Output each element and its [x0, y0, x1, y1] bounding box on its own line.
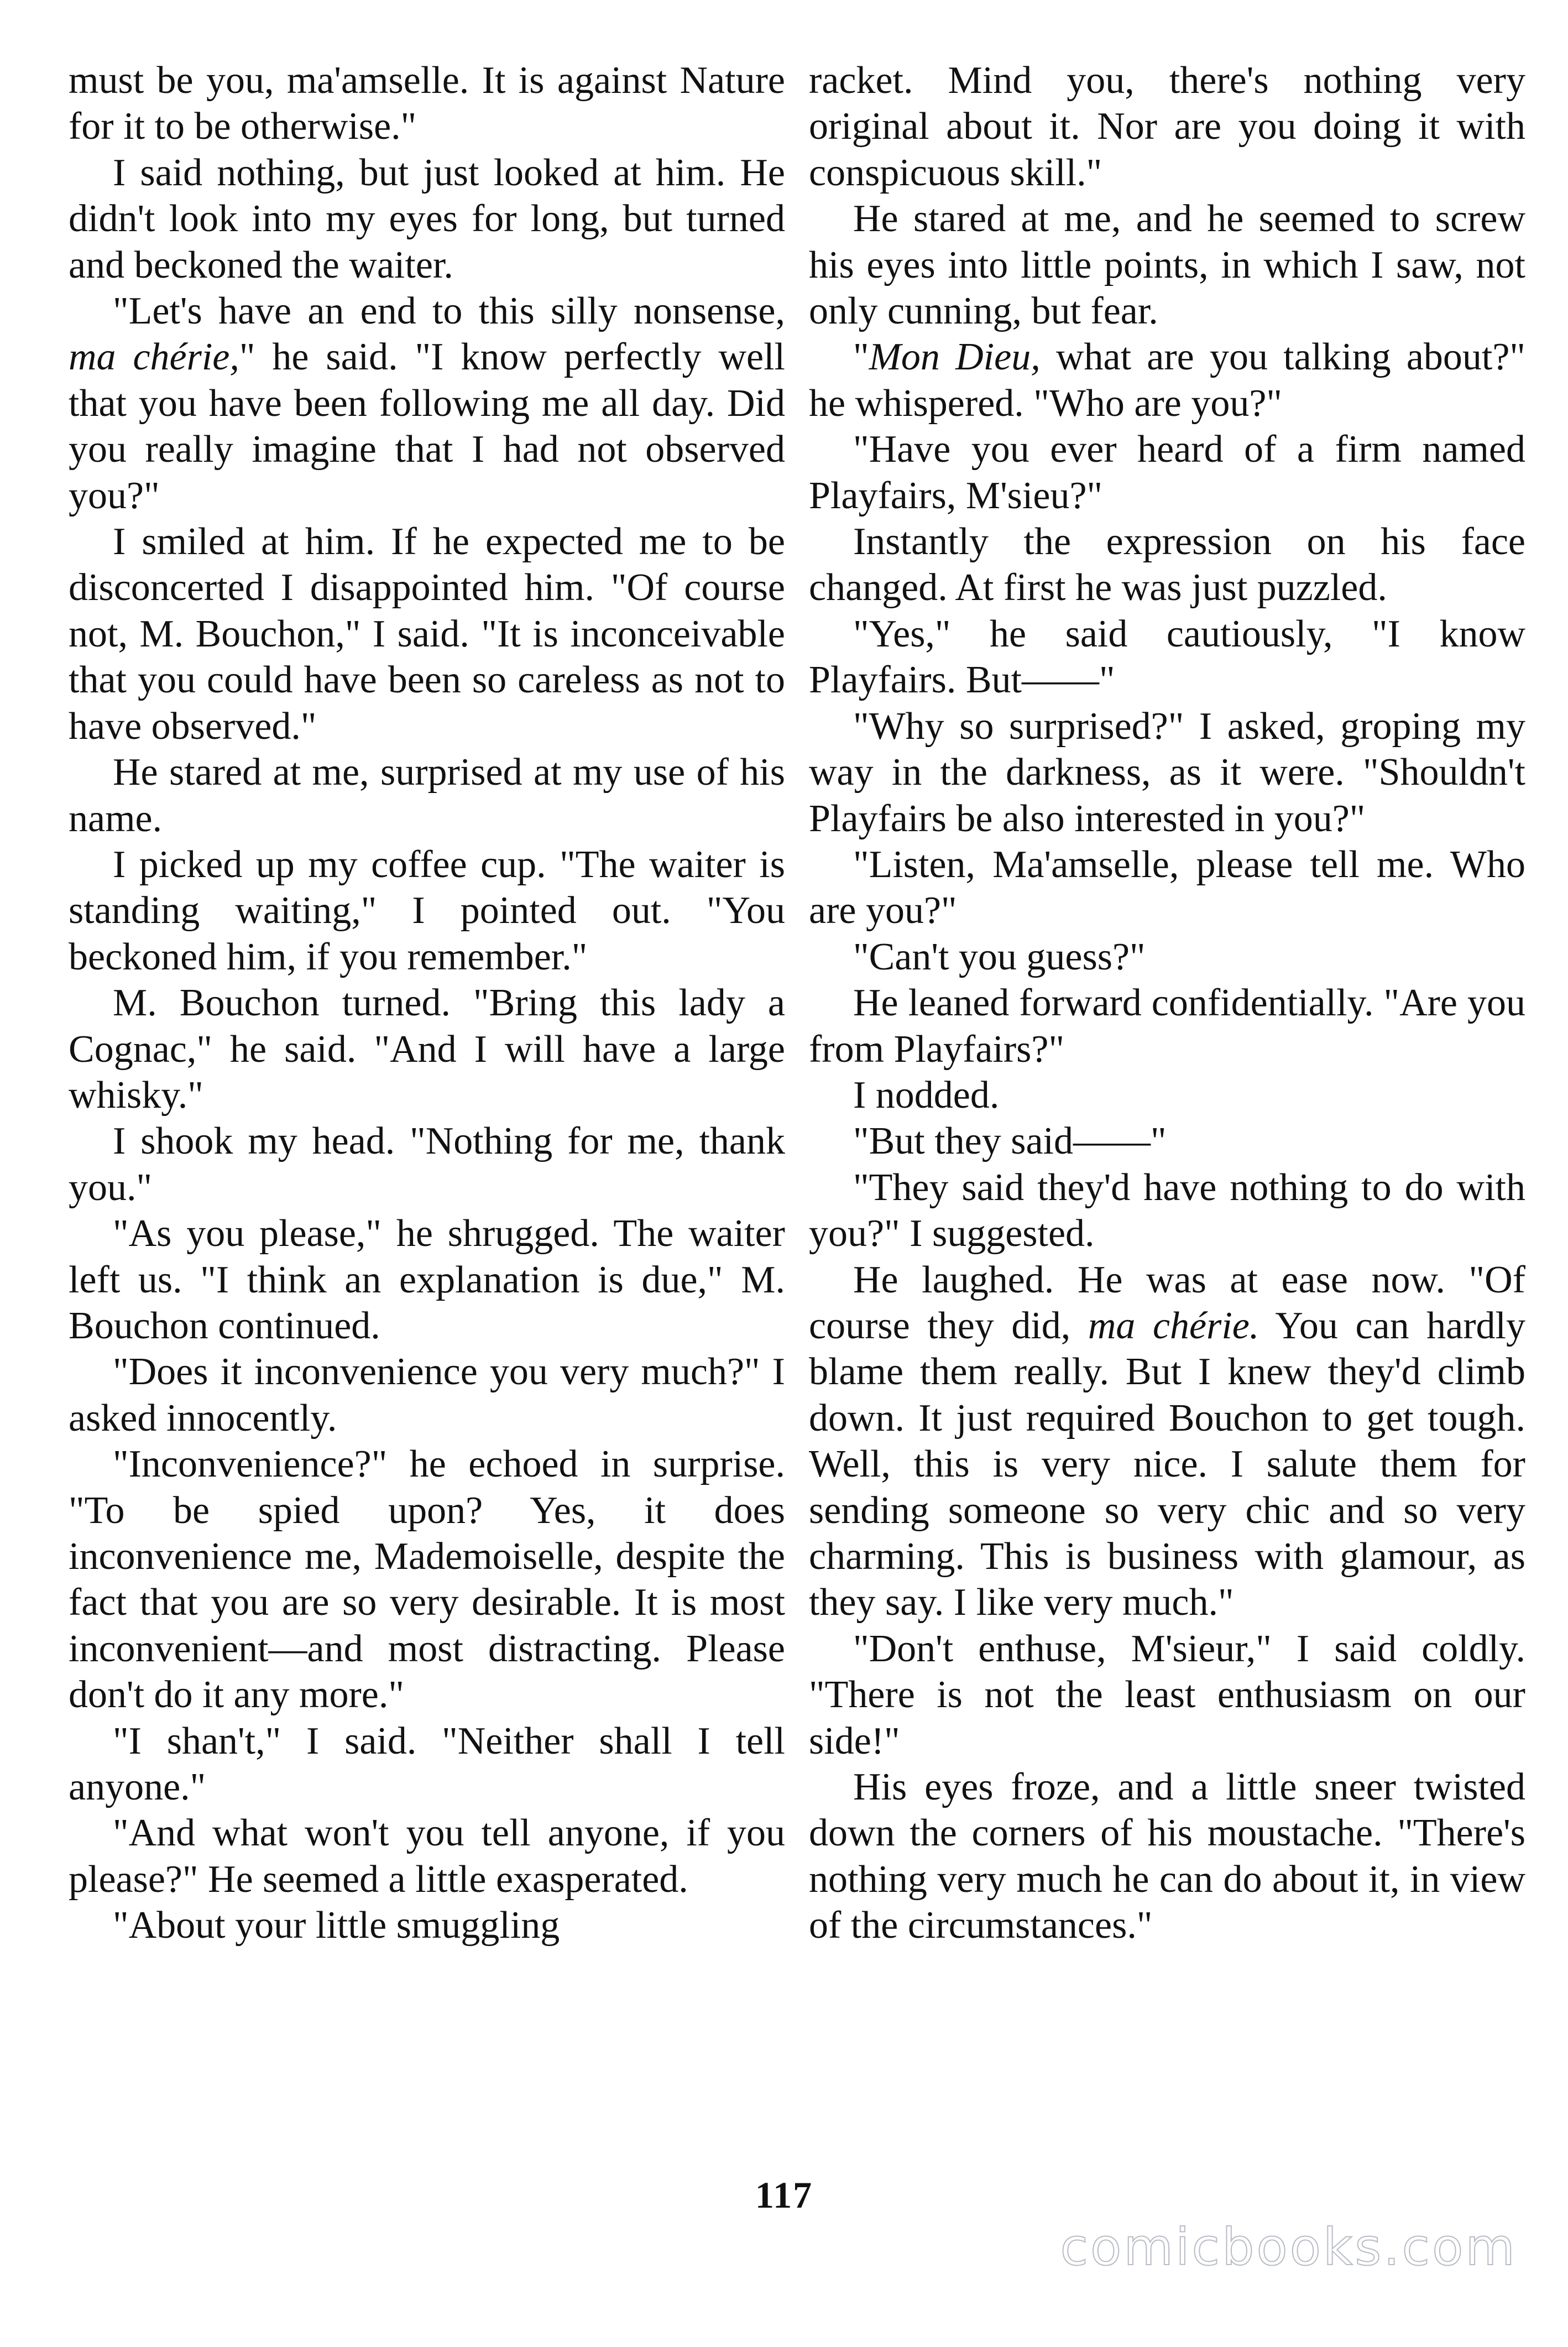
paragraph-continued: racket. Mind you, there's nothing very original about it. Nor are you doing it with conspicuous skill."	[809, 59, 1525, 194]
right-text-column	[809, 58, 1525, 1949]
paragraph	[69, 288, 785, 519]
paragraph: "Can't you guess?"	[853, 935, 1146, 978]
text-run: "	[853, 336, 869, 379]
paragraph: "And what won't you tell anyone, if you please?" He seemed a little exasperated.	[69, 1812, 785, 1901]
left-text-column	[69, 58, 785, 1949]
italic-phrase: ma chérie,	[69, 336, 239, 379]
text-run: You can hardly blame them really. But I knew they'd climb down. It just required Bouchon to get tough. Well, this is very nice. I salute them for sending someone so very chic and so very charming. This is business with glamour, as they say. I like very much."	[809, 1304, 1526, 1624]
paragraph: "Listen, Ma'amselle, please tell me. Who are you?"	[809, 843, 1525, 932]
italic-phrase: ma chérie.	[1088, 1304, 1259, 1347]
paragraph: "Have you ever heard of a firm named Playfairs, M'sieu?"	[809, 428, 1525, 517]
page-number: 117	[755, 2174, 813, 2216]
paragraph	[809, 334, 1525, 426]
paragraph: I picked up my coffee cup. "The waiter is standing waiting," I pointed out. "You beckoned him, if you remember."	[69, 843, 785, 978]
paragraph: "About your little smuggling	[113, 1904, 560, 1947]
paragraph: "Inconvenience?" he echoed in surprise. "To be spied upon? Yes, it does inconvenience me, Mademoiselle, despite the fact that you are so very desirable. It is most inconvenient—and most distracting. Please don't do it any more."	[69, 1443, 785, 1717]
paragraph: "They said they'd have nothing to do with you?" I suggested.	[809, 1166, 1525, 1255]
paragraph: I smiled at him. If he expected me to be disconcerted I disappointed him. "Of course not, M. Bouchon," I said. "It is inconceivable that you could have been so careless as not to have observed."	[69, 520, 785, 748]
paragraph: "Don't enthuse, M'sieur," I said coldly. "There is not the least enthusiasm on our side!"	[809, 1627, 1525, 1762]
paragraph: "Does it inconvenience you very much?" I asked innocently.	[69, 1350, 785, 1440]
paragraph: "Yes," he said cautiously, "I know Playfairs. But——"	[809, 612, 1525, 702]
text-run: "Let's have an end to this silly nonsense,	[113, 290, 785, 333]
paragraph: "Why so surprised?" I asked, groping my way in the darkness, as it were. "Shouldn't Playfairs be also interested in you?"	[809, 705, 1525, 840]
paragraph: I said nothing, but just looked at him. He didn't look into my eyes for long, but turned and beckoned the waiter.	[69, 151, 785, 286]
paragraph: His eyes froze, and a little sneer twisted down the corners of his moustache. "There's nothing very much he can do about it, in view of the circumstances."	[809, 1766, 1525, 1947]
paragraph: M. Bouchon turned. "Bring this lady a Cognac," he said. "And I will have a large whisky."	[69, 982, 785, 1117]
paragraph: He stared at me, surprised at my use of his name.	[69, 751, 785, 840]
text-run: He laughed. He was at ease now. "Of course they did,	[809, 1258, 1525, 1347]
text-run: what are you talking about?" he whispered. "Who are you?"	[809, 336, 1525, 425]
paragraph: "As you please," he shrugged. The waiter left us. "I think an explanation is due," M. Bouchon continued.	[69, 1212, 785, 1347]
paragraph-continued: must be you, ma'amselle. It is against Nature for it to be otherwise."	[69, 59, 785, 148]
paragraph: "I shan't," I said. "Neither shall I tell anyone."	[69, 1719, 785, 1809]
paragraph: He stared at me, and he seemed to screw his eyes into little points, in which I saw, not only cunning, but fear.	[809, 197, 1525, 333]
paragraph: Instantly the expression on his face changed. At first he was just puzzled.	[809, 520, 1525, 609]
paragraph	[809, 1257, 1525, 1626]
paragraph: I nodded.	[853, 1073, 1000, 1117]
text-run: " he said. "I know perfectly well that you have been following me all day. Did you really imagine that I had not observed you?"	[69, 336, 785, 517]
watermark: comicbooks.com	[1060, 2218, 1517, 2277]
italic-phrase: Mon Dieu,	[869, 336, 1041, 379]
paragraph: "But they said——"	[853, 1120, 1167, 1163]
paragraph: I shook my head. "Nothing for me, thank you."	[69, 1120, 785, 1209]
paragraph: He leaned forward confidentially. "Are you from Playfairs?"	[809, 982, 1525, 1071]
